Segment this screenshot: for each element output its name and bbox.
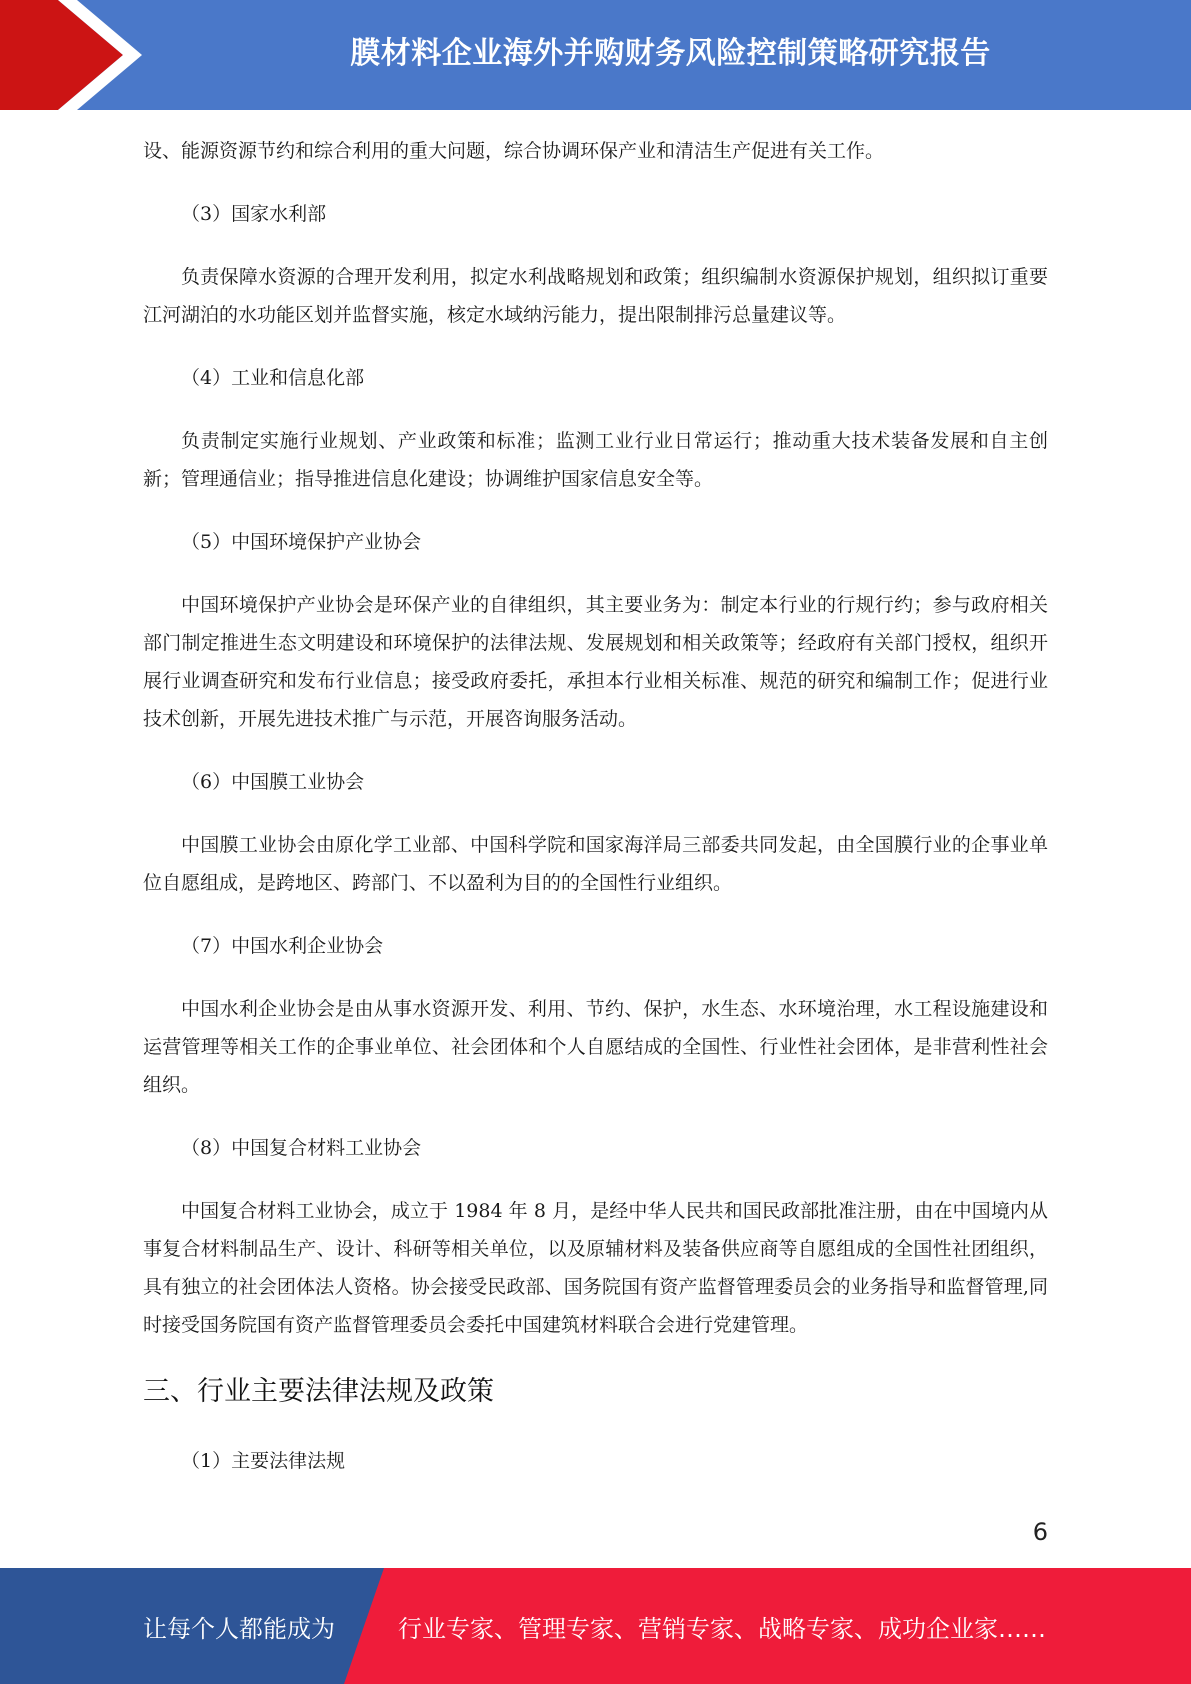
paragraph-composite-materials-association: 中国复合材料工业协会，成立于 1984 年 8 月，是经中华人民共和国民政部批准注册，由在中国境内从事复合材料制品生产、设计、科研等相关单位，以及原辅材料及装备供应商等自愿组成的全国性社团组织，具有独立的社会团体法人资格。协会接受民政部、国务院国有资产监督管理委员会的业务指导和监督管理,同时接受国务院国有资产监督管理委员会委托中国建筑材料联合会进行党建管理。 <box>143 1200 1048 1336</box>
paragraph-continuation: 设、能源资源节约和综合利用的重大问题，综合协调环保产业和清洁生产促进有关工作。 <box>143 140 885 162</box>
header-banner <box>0 0 1191 110</box>
page-number: 6 <box>1032 1518 1048 1546</box>
paragraph-membrane-association: 中国膜工业协会由原化学工业部、中国科学院和国家海洋局三部委共同发起，由全国膜行业的企事业单位自愿组成，是跨地区、跨部门、不以盈利为目的的全国性行业组织。 <box>143 834 1048 894</box>
footer-slogan-right: 行业专家、管理专家、营销专家、战略专家、成功企业家…… <box>398 1614 1046 1643</box>
subheading-water-enterprise-association: （7）中国水利企业协会 <box>181 935 384 957</box>
subheading-membrane-association: （6）中国膜工业协会 <box>181 771 365 793</box>
footer-slogan-left: 让每个人都能成为 <box>143 1614 335 1643</box>
report-title: 膜材料企业海外并购财务风险控制策略研究报告 <box>350 36 991 71</box>
footer-banner <box>0 1568 1191 1684</box>
section-heading-laws-policies: 三、行业主要法律法规及政策 <box>143 1376 494 1407</box>
paragraph-miit: 负责制定实施行业规划、产业政策和标准；监测工业行业日常运行；推动重大技术装备发展和自主创新；管理通信业；指导推进信息化建设；协调维护国家信息安全等。 <box>143 430 1048 490</box>
document-body <box>143 132 1048 1480</box>
paragraph-ministry-water: 负责保障水资源的合理开发利用，拟定水利战略规划和政策；组织编制水资源保护规划，组织拟订重要江河湖泊的水功能区划并监督实施，核定水域纳污能力，提出限制排污总量建议等。 <box>143 266 1048 326</box>
subheading-miit: （4）工业和信息化部 <box>181 367 365 389</box>
paragraph-water-enterprise-association: 中国水利企业协会是由从事水资源开发、利用、节约、保护，水生态、水环境治理，水工程设施建设和运营管理等相关工作的企事业单位、社会团体和个人自愿结成的全国性、行业性社会团体，是非营利性社会组织。 <box>143 998 1048 1096</box>
paragraph-env-protection-association: 中国环境保护产业协会是环保产业的自律组织，其主要业务为：制定本行业的行规行约；参与政府相关部门制定推进生态文明建设和环境保护的法律法规、发展规划和相关政策等；经政府有关部门授权，组织开展行业调查研究和发布行业信息；接受政府委托，承担本行业相关标准、规范的研究和编制工作；促进行业技术创新，开展先进技术推广与示范，开展咨询服务活动。 <box>143 594 1048 730</box>
subheading-main-laws: （1）主要法律法规 <box>181 1450 346 1472</box>
subheading-env-protection-association: （5）中国环境保护产业协会 <box>181 531 422 553</box>
red-chevron-decoration <box>0 0 160 110</box>
subheading-ministry-water: （3）国家水利部 <box>181 203 327 225</box>
subheading-composite-materials-association: （8）中国复合材料工业协会 <box>181 1137 422 1159</box>
